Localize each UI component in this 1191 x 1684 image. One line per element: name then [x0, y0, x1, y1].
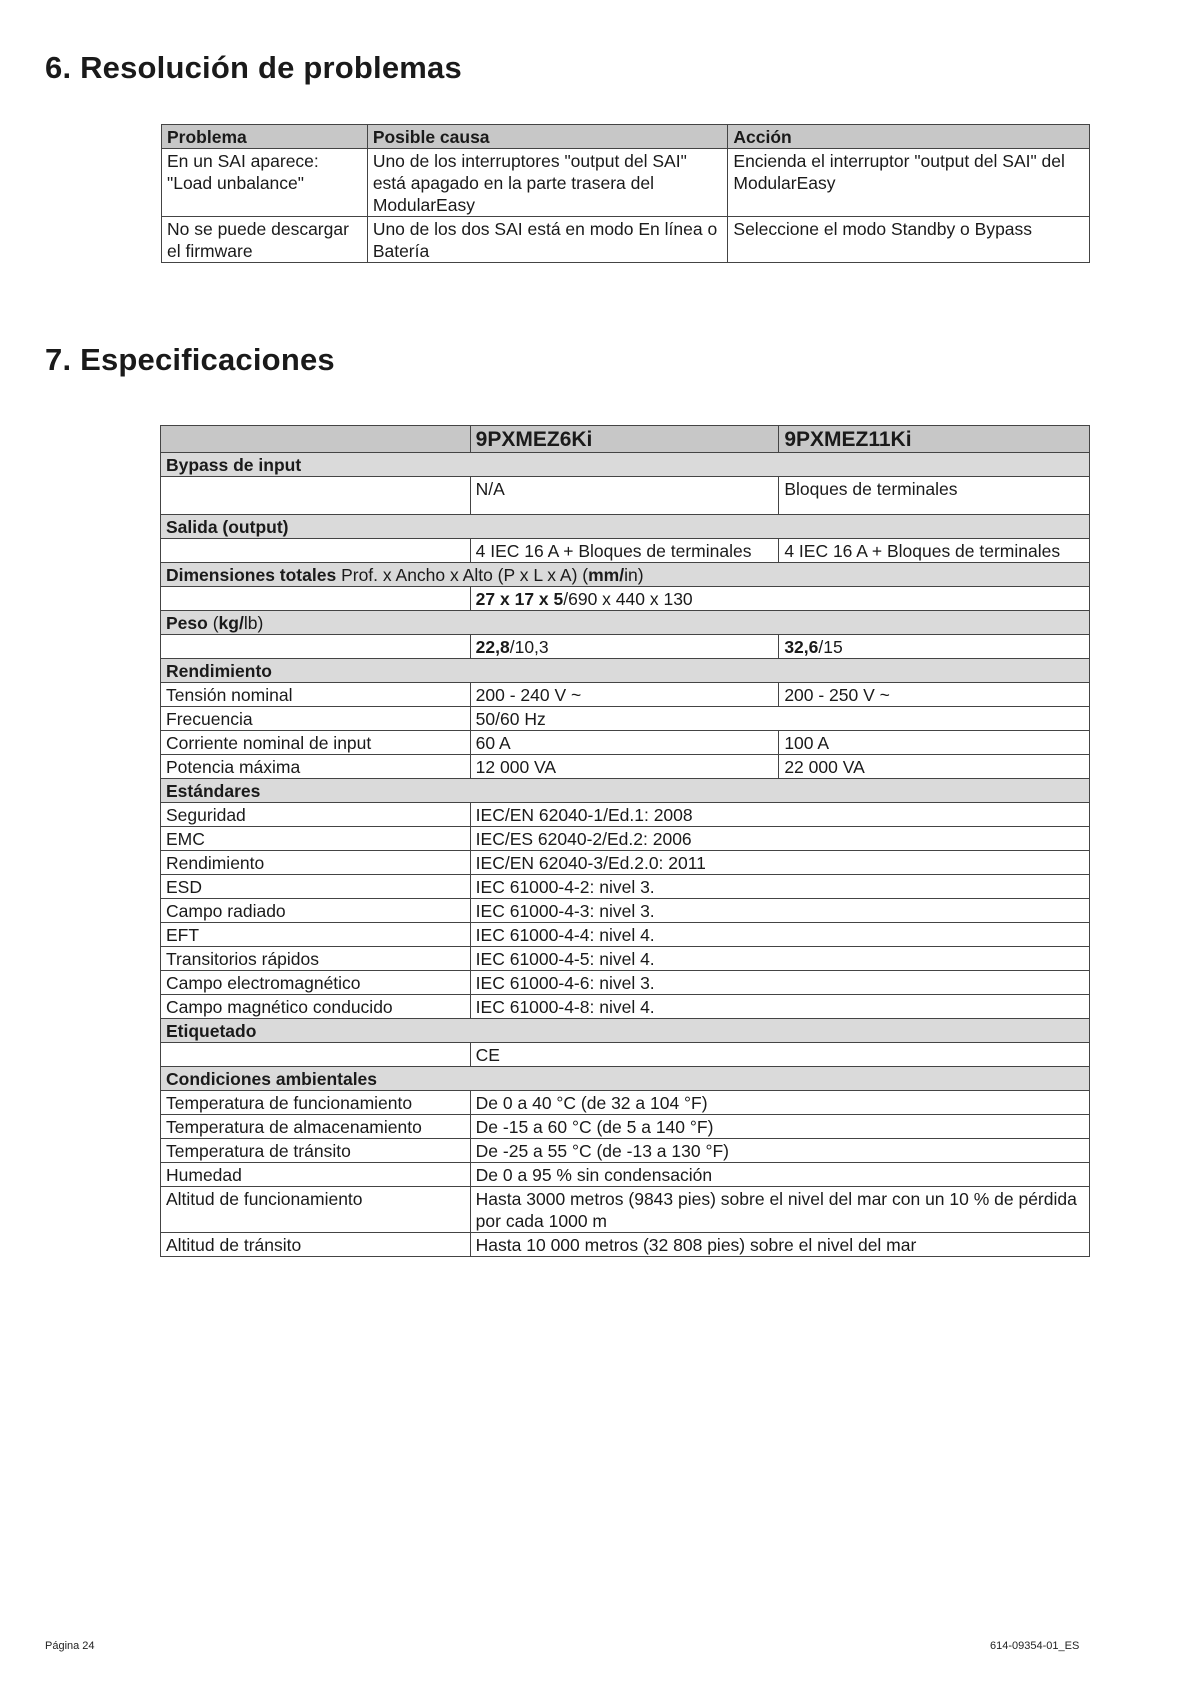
table-row: [161, 477, 1090, 515]
row-value: IEC 61000-4-6: nivel 3.: [470, 971, 1089, 995]
table-row: [161, 1139, 1090, 1163]
value-shared: 50/60 Hz: [470, 707, 1089, 731]
row-value: De 0 a 95 % sin condensación: [470, 1163, 1089, 1187]
section-row-dimensions: [161, 563, 1090, 587]
section-row-standards: [161, 779, 1090, 803]
section-header: Condiciones ambientales: [161, 1067, 1090, 1091]
row-label: EFT: [161, 923, 471, 947]
value-11ki: Bloques de terminales: [779, 477, 1090, 515]
table-row: [161, 683, 1090, 707]
row-label: [161, 539, 471, 563]
weight-lb: /15: [818, 637, 843, 657]
row-value: IEC/EN 62040-1/Ed.1: 2008: [470, 803, 1089, 827]
table-row: [162, 217, 1090, 263]
section-row-weight: [161, 611, 1090, 635]
row-label: Corriente nominal de input: [161, 731, 471, 755]
dimensions-in: /690 x 440 x 130: [563, 589, 693, 609]
header-problem: Problema: [162, 125, 368, 149]
row-label: ESD: [161, 875, 471, 899]
section-row-labeling: [161, 1019, 1090, 1043]
row-label: [161, 1043, 471, 1067]
table-row: [161, 947, 1090, 971]
dimensions-unit-in: in): [624, 565, 644, 585]
row-value: De -15 a 60 °C (de 5 a 140 °F): [470, 1115, 1089, 1139]
row-value: IEC 61000-4-4: nivel 4.: [470, 923, 1089, 947]
value-11ki: 22 000 VA: [779, 755, 1090, 779]
table-row: [161, 803, 1090, 827]
dimensions-mm: 27 x 17 x 5: [475, 589, 564, 609]
weight-paren: (: [207, 613, 219, 633]
table-row: [161, 1233, 1090, 1257]
weight-unit-lb: lb): [243, 613, 264, 633]
row-value: IEC 61000-4-8: nivel 4.: [470, 995, 1089, 1019]
dimensions-unit-mm: mm/: [588, 565, 625, 585]
row-value: IEC 61000-4-5: nivel 4.: [470, 947, 1089, 971]
model-6ki-header: 9PXMEZ6Ki: [470, 426, 779, 453]
dimensions-desc: Prof. x Ancho x Alto (P x L x A) (: [336, 565, 589, 585]
table-row: [161, 587, 1090, 611]
troubleshooting-table: [161, 124, 1090, 263]
table-row: [161, 1187, 1090, 1233]
model-11ki-header: 9PXMEZ11Ki: [779, 426, 1090, 453]
section-7-title: 7. Especificaciones: [45, 342, 335, 377]
weight-kg: 22,8: [475, 637, 510, 657]
row-value: IEC/EN 62040-3/Ed.2.0: 2011: [470, 851, 1089, 875]
problem-cell: No se puede descargar el firmware: [162, 217, 368, 263]
section-header: [161, 563, 1090, 587]
cause-cell: Uno de los dos SAI está en modo En línea o Batería: [367, 217, 728, 263]
row-label: Temperatura de tránsito: [161, 1139, 471, 1163]
table-row: [161, 995, 1090, 1019]
row-label: Temperatura de funcionamiento: [161, 1091, 471, 1115]
dimensions-label: Dimensiones totales: [166, 565, 337, 585]
value-6ki: 4 IEC 16 A + Bloques de terminales: [470, 539, 779, 563]
row-label: Altitud de funcionamiento: [161, 1187, 471, 1233]
header-cause: Posible causa: [367, 125, 728, 149]
row-value: IEC/ES 62040-2/Ed.2: 2006: [470, 827, 1089, 851]
section-row-bypass: [161, 453, 1090, 477]
row-value: IEC 61000-4-2: nivel 3.: [470, 875, 1089, 899]
table-row: [161, 1115, 1090, 1139]
table-row: [161, 899, 1090, 923]
value-6ki: 60 A: [470, 731, 779, 755]
value-11ki: [779, 635, 1090, 659]
problem-cell: En un SAI aparece: "Load unbalance": [162, 149, 368, 217]
cause-cell: Uno de los interruptores "output del SAI" está apagado en la parte trasera del ModularEasy: [367, 149, 728, 217]
section-header: Bypass de input: [161, 453, 1090, 477]
value-6ki: 200 - 240 V ~: [470, 683, 779, 707]
section-row-output: [161, 515, 1090, 539]
row-label: Humedad: [161, 1163, 471, 1187]
action-cell: Seleccione el modo Standby o Bypass: [728, 217, 1090, 263]
row-value: Hasta 3000 metros (9843 pies) sobre el nivel del mar con un 10 % de pérdida por cada 1000 m: [470, 1187, 1089, 1233]
section-header: Salida (output): [161, 515, 1090, 539]
table-row: [161, 1043, 1090, 1067]
row-label: Rendimiento: [161, 851, 471, 875]
section-row-performance: [161, 659, 1090, 683]
table-row: [161, 971, 1090, 995]
value-6ki: N/A: [470, 477, 779, 515]
value-6ki: 12 000 VA: [470, 755, 779, 779]
row-label: Tensión nominal: [161, 683, 471, 707]
empty-header-cell: [161, 426, 471, 453]
value-11ki: 100 A: [779, 731, 1090, 755]
table-row: [161, 1163, 1090, 1187]
row-label: Campo radiado: [161, 899, 471, 923]
page-number: Página 24: [45, 1640, 95, 1652]
table-row: [161, 755, 1090, 779]
row-label: [161, 635, 471, 659]
table-row: [161, 851, 1090, 875]
value-11ki: 200 - 250 V ~: [779, 683, 1090, 707]
section-6-title: 6. Resolución de problemas: [45, 50, 462, 85]
row-value: De -25 a 55 °C (de -13 a 130 °F): [470, 1139, 1089, 1163]
weight-lb: /10,3: [509, 637, 549, 657]
row-label: Potencia máxima: [161, 755, 471, 779]
row-value: IEC 61000-4-3: nivel 3.: [470, 899, 1089, 923]
table-row: [161, 875, 1090, 899]
row-label: Campo magnético conducido: [161, 995, 471, 1019]
document-code: 614-09354-01_ES: [990, 1640, 1080, 1652]
row-label: Transitorios rápidos: [161, 947, 471, 971]
section-header: Etiquetado: [161, 1019, 1090, 1043]
row-label: EMC: [161, 827, 471, 851]
table-header-row: [162, 125, 1090, 149]
weight-label: Peso: [166, 613, 208, 633]
table-row: [161, 923, 1090, 947]
table-row: [161, 707, 1090, 731]
table-row: [161, 827, 1090, 851]
row-label: Frecuencia: [161, 707, 471, 731]
row-label: [161, 587, 471, 611]
models-header-row: [161, 426, 1090, 453]
specifications-table: [160, 425, 1090, 1257]
row-label: Temperatura de almacenamiento: [161, 1115, 471, 1139]
row-label: [161, 477, 471, 515]
dimensions-value: [470, 587, 1089, 611]
weight-unit-kg: kg/: [218, 613, 244, 633]
row-label: Campo electromagnético: [161, 971, 471, 995]
row-value: Hasta 10 000 metros (32 808 pies) sobre el nivel del mar: [470, 1233, 1089, 1257]
value-11ki: 4 IEC 16 A + Bloques de terminales: [779, 539, 1090, 563]
row-label: Altitud de tránsito: [161, 1233, 471, 1257]
action-cell: Encienda el interruptor "output del SAI" del ModularEasy: [728, 149, 1090, 217]
header-action: Acción: [728, 125, 1090, 149]
table-row: [161, 635, 1090, 659]
value-6ki: [470, 635, 779, 659]
table-row: [162, 149, 1090, 217]
table-row: [161, 1091, 1090, 1115]
section-header: Rendimiento: [161, 659, 1090, 683]
row-value: CE: [470, 1043, 1089, 1067]
table-row: [161, 539, 1090, 563]
weight-kg: 32,6: [784, 637, 819, 657]
row-value: De 0 a 40 °C (de 32 a 104 °F): [470, 1091, 1089, 1115]
table-row: [161, 731, 1090, 755]
section-row-environment: [161, 1067, 1090, 1091]
row-label: Seguridad: [161, 803, 471, 827]
section-header: Estándares: [161, 779, 1090, 803]
section-header: [161, 611, 1090, 635]
